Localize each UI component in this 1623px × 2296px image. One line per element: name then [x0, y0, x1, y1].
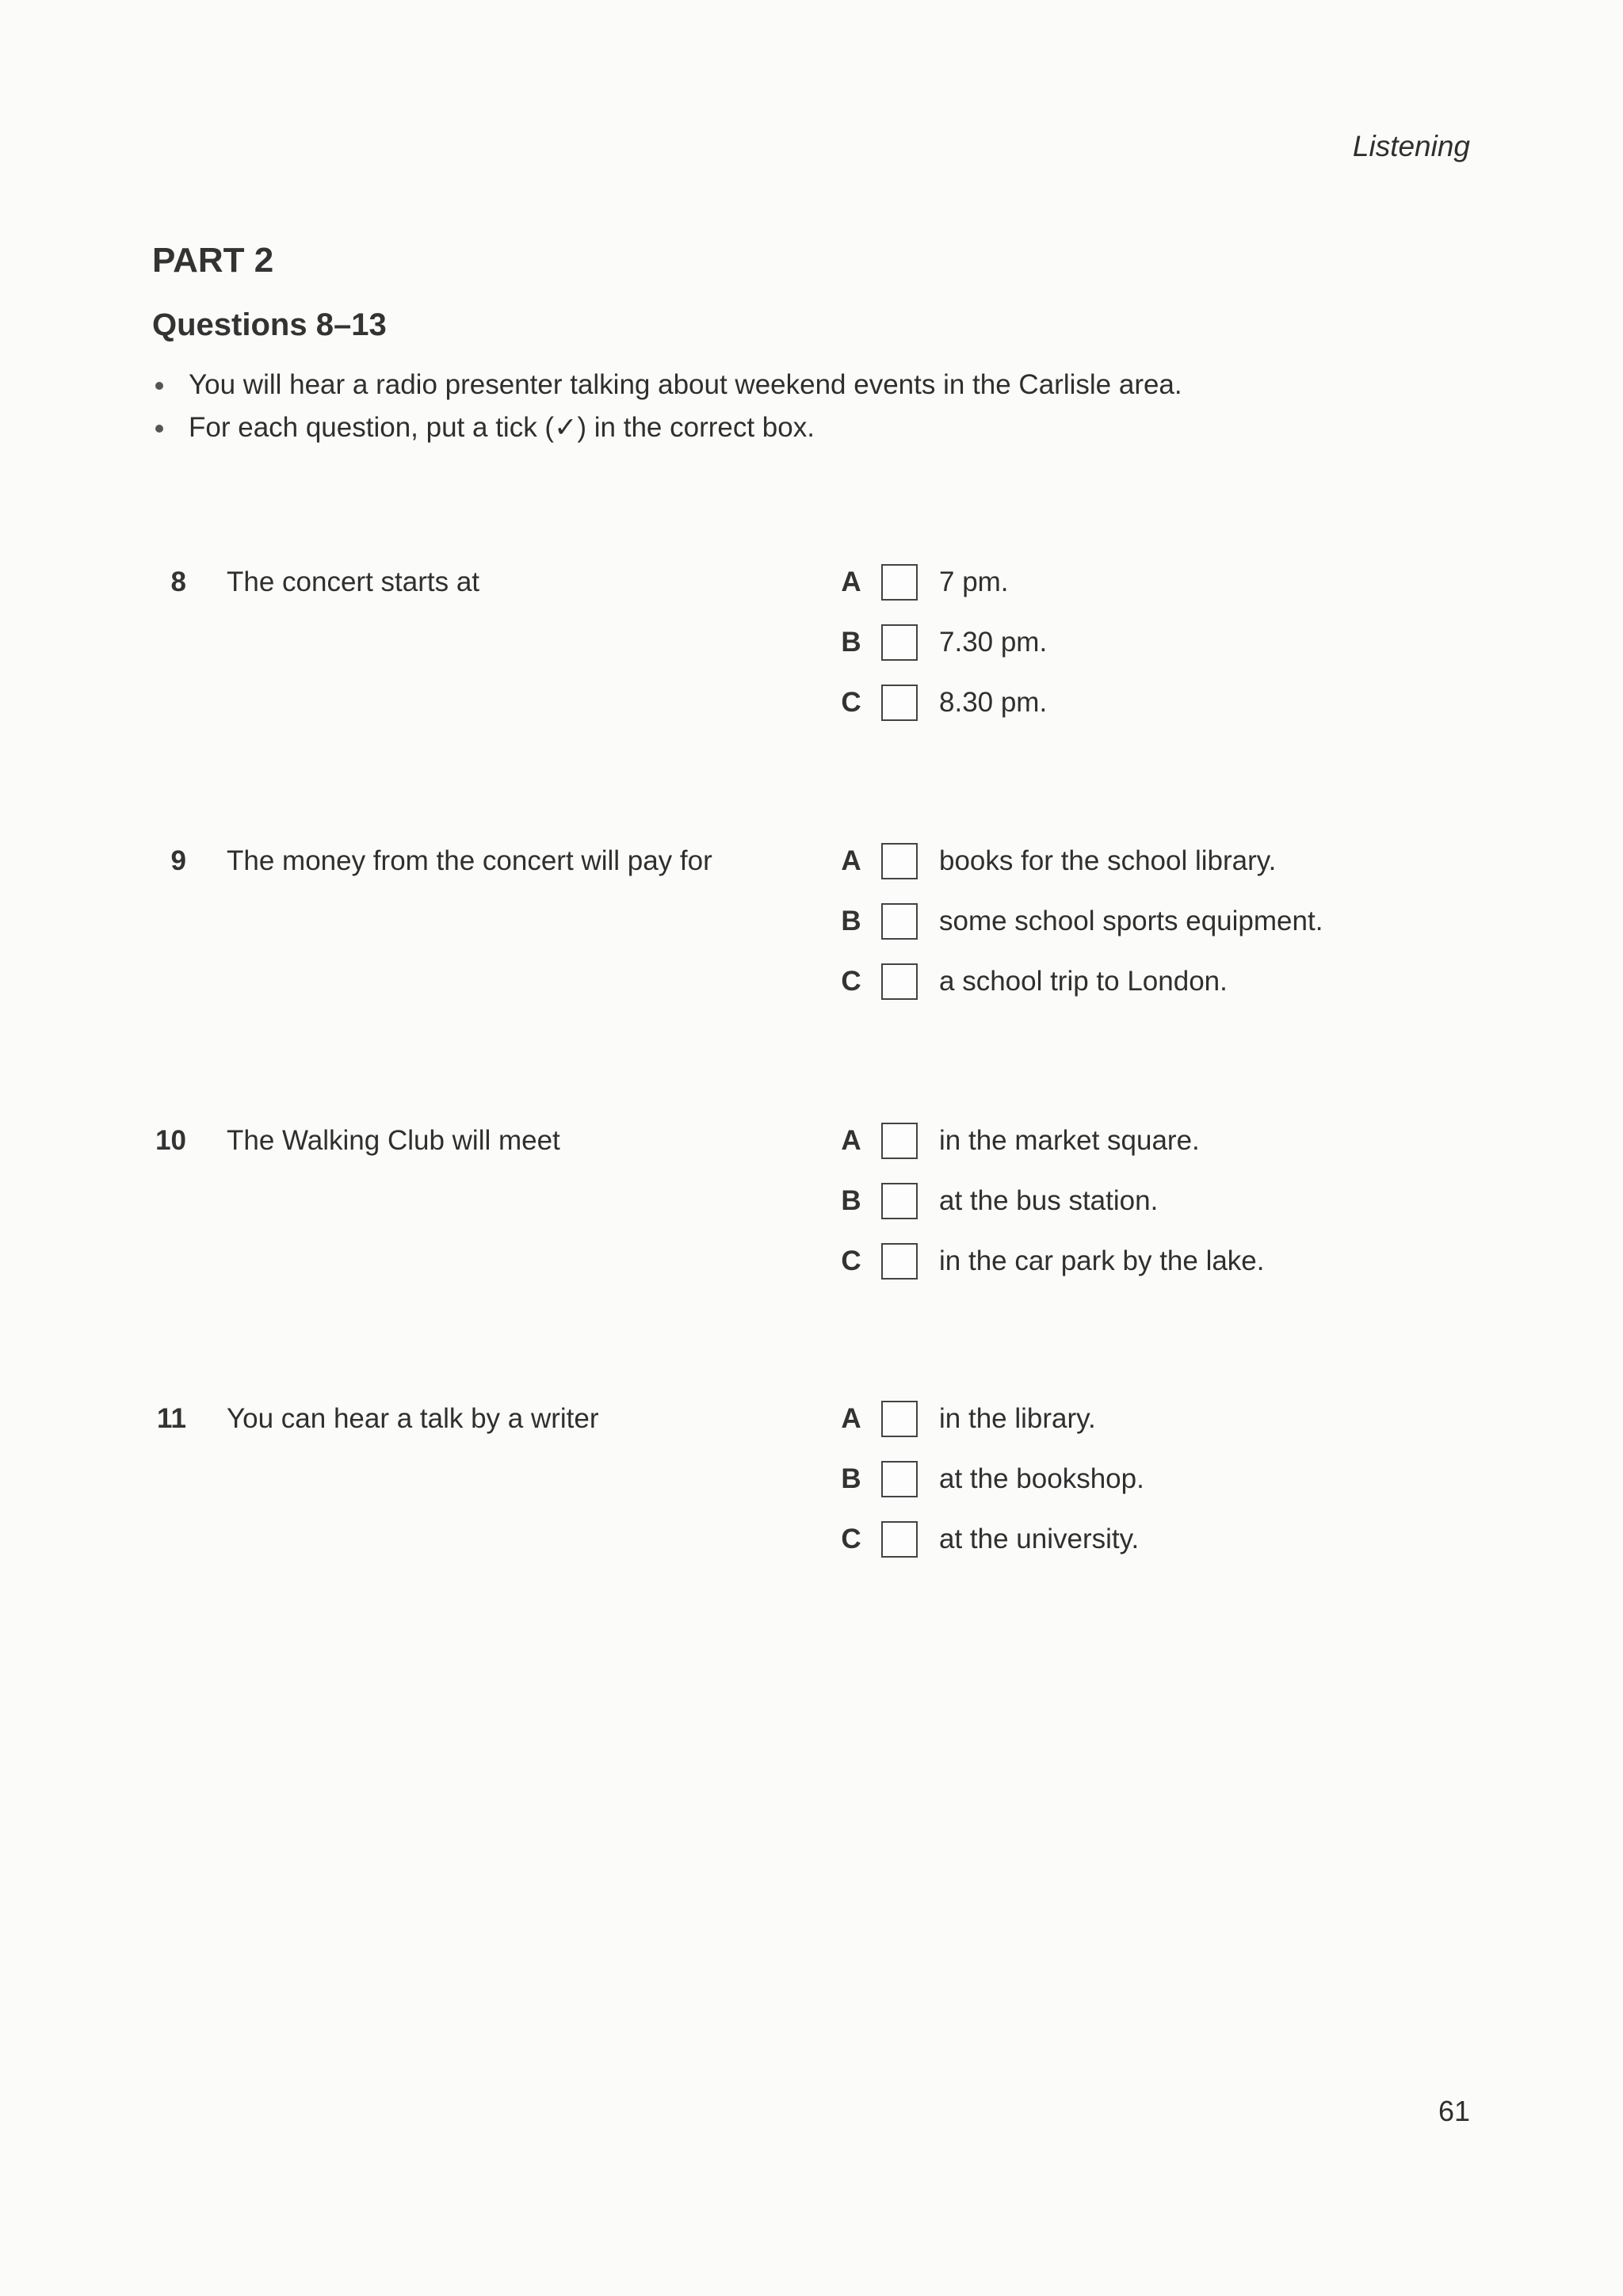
- answer-checkbox[interactable]: [881, 1123, 918, 1159]
- answer-checkbox[interactable]: [881, 963, 918, 1000]
- instruction-item: [152, 406, 1499, 449]
- option-row: [838, 1389, 1552, 1449]
- answer-checkbox[interactable]: [881, 564, 918, 601]
- questions-range-heading: Questions 8–13: [152, 307, 387, 342]
- option-letter: B: [841, 906, 861, 936]
- answer-checkbox[interactable]: [881, 1183, 918, 1219]
- option-row: [838, 1111, 1552, 1171]
- option-row: [838, 1231, 1552, 1291]
- option-row: [838, 831, 1552, 891]
- option-row: [838, 552, 1552, 612]
- option-text: at the bus station.: [939, 1185, 1159, 1216]
- question-8: [0, 552, 1623, 733]
- question-number: 11: [157, 1403, 186, 1434]
- question-9: [0, 831, 1623, 1012]
- option-text: a school trip to London.: [939, 966, 1228, 997]
- option-letter: B: [841, 1185, 861, 1216]
- instruction-list: [152, 364, 1499, 449]
- option-letter: A: [841, 1125, 861, 1156]
- instruction-text: You will hear a radio presenter talking about weekend events in the Carlisle area.: [189, 369, 1182, 400]
- option-text: some school sports equipment.: [939, 906, 1323, 936]
- option-letter: A: [841, 1403, 861, 1434]
- option-letter: A: [841, 845, 861, 876]
- question-text: You can hear a talk by a writer: [227, 1403, 599, 1434]
- option-text: at the bookshop.: [939, 1463, 1144, 1494]
- answer-checkbox[interactable]: [881, 1401, 918, 1437]
- question-11: [0, 1389, 1623, 1569]
- instruction-text: For each question, put a tick (✓) in the correct box.: [189, 412, 815, 443]
- option-letter: C: [841, 687, 861, 718]
- option-row: [838, 952, 1552, 1012]
- question-number: 9: [170, 845, 186, 876]
- part-title: PART 2: [152, 241, 274, 280]
- option-text: in the library.: [939, 1403, 1096, 1434]
- option-letter: A: [841, 566, 861, 597]
- option-row: [838, 612, 1552, 673]
- answer-checkbox[interactable]: [881, 1521, 918, 1558]
- instruction-item: [152, 364, 1499, 406]
- section-header: Listening: [1352, 130, 1470, 162]
- option-text: 7.30 pm.: [939, 627, 1048, 658]
- question-text: The money from the concert will pay for: [227, 845, 712, 876]
- option-row: [838, 1509, 1552, 1569]
- option-row: [838, 891, 1552, 952]
- option-row: [838, 673, 1552, 733]
- answer-checkbox[interactable]: [881, 1243, 918, 1280]
- option-letter: B: [841, 1463, 861, 1494]
- bullet-icon: [155, 382, 163, 390]
- question-10: [0, 1111, 1623, 1291]
- answer-checkbox[interactable]: [881, 903, 918, 940]
- option-letter: B: [841, 627, 861, 658]
- option-text: 7 pm.: [939, 566, 1009, 597]
- answer-checkbox[interactable]: [881, 1461, 918, 1497]
- question-text: The Walking Club will meet: [227, 1125, 560, 1156]
- question-number: 8: [170, 566, 186, 597]
- option-text: at the university.: [939, 1524, 1140, 1554]
- option-text: in the market square.: [939, 1125, 1200, 1156]
- option-row: [838, 1449, 1552, 1509]
- option-text: books for the school library.: [939, 845, 1277, 876]
- question-number: 10: [155, 1125, 186, 1156]
- question-text: The concert starts at: [227, 566, 480, 597]
- option-text: 8.30 pm.: [939, 687, 1048, 718]
- option-row: [838, 1171, 1552, 1231]
- answer-checkbox[interactable]: [881, 843, 918, 879]
- answer-checkbox[interactable]: [881, 624, 918, 661]
- answer-checkbox[interactable]: [881, 685, 918, 721]
- page-number: 61: [1438, 2095, 1470, 2127]
- option-letter: C: [841, 1524, 861, 1554]
- option-letter: C: [841, 1245, 861, 1276]
- option-letter: C: [841, 966, 861, 997]
- option-text: in the car park by the lake.: [939, 1245, 1265, 1276]
- bullet-icon: [155, 425, 163, 433]
